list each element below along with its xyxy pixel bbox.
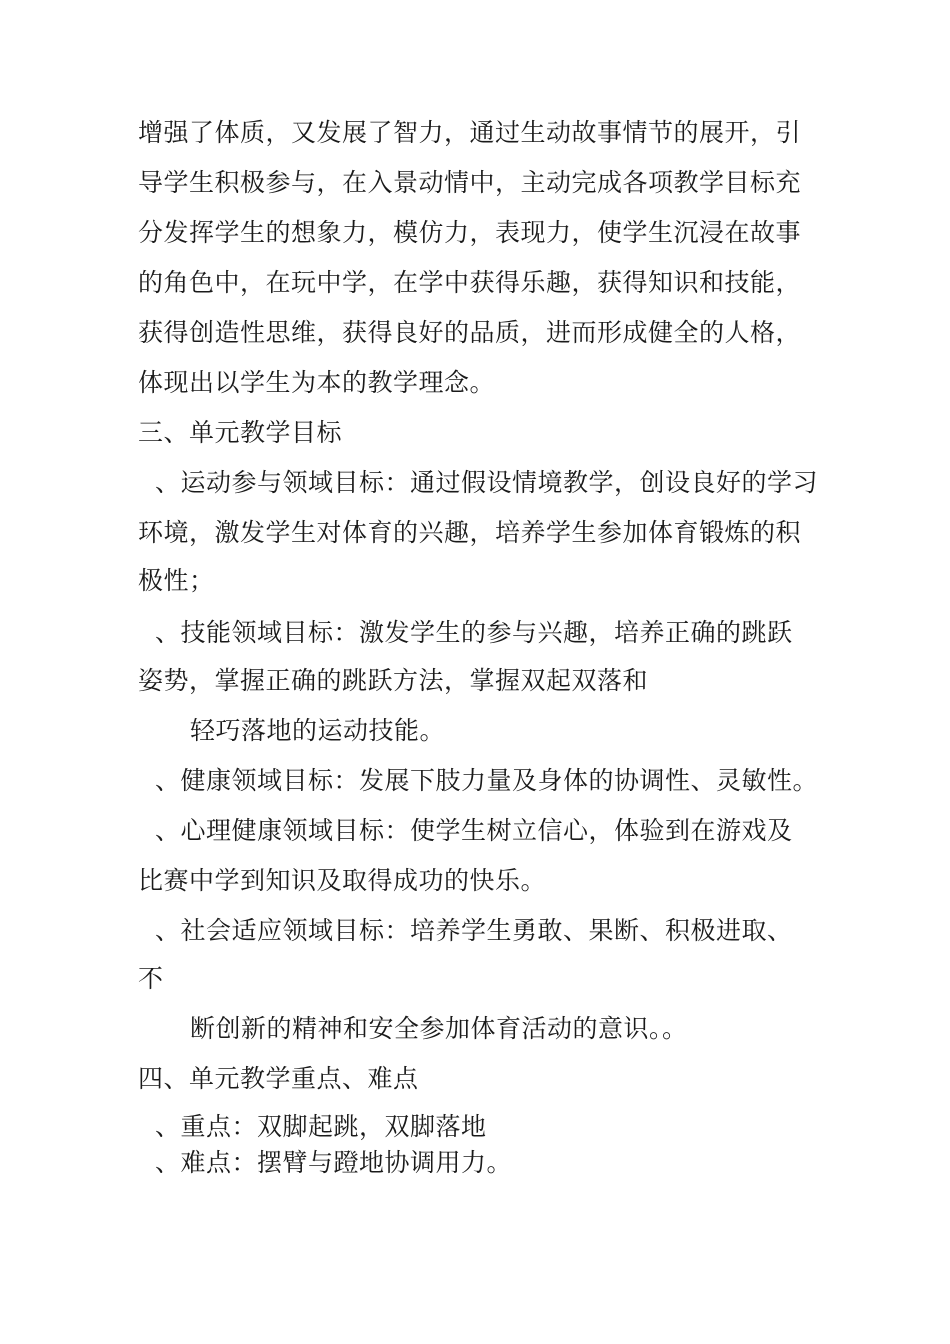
text-line: 比赛中学到知识及取得成功的快乐。 (138, 866, 547, 895)
objective-health: 、健康领域目标：发展下肢力量及身体的协调性、灵敏性。 (155, 766, 819, 795)
objective-skill: 、技能领域目标：激发学生的参与兴趣，培养正确的跳跃 (155, 618, 793, 647)
text-line: 的角色中，在玩中学，在学中获得乐趣，获得知识和技能， (138, 268, 802, 297)
objective-participation: 、运动参与领域目标：通过假设情境教学，创设良好的学习 (155, 468, 819, 497)
text-line: 分发挥学生的想象力，模仿力，表现力，使学生沉浸在故事 (138, 218, 802, 247)
difficult-point: 、难点：摆臂与蹬地协调用力。 (155, 1148, 513, 1177)
text-line: 断创新的精神和安全参加体育活动的意识。。 (190, 1014, 688, 1043)
text-line: 体现出以学生为本的教学理念。 (138, 368, 496, 397)
text-line: 导学生积极参与，在入景动情中，主动完成各项教学目标充 (138, 168, 802, 197)
text-line: 环境，激发学生对体育的兴趣，培养学生参加体育锻炼的积 (138, 518, 802, 547)
section-heading-3: 三、单元教学目标 (138, 418, 343, 447)
text-line: 不 (138, 964, 164, 993)
text-line: 轻巧落地的运动技能。 (190, 716, 446, 745)
key-point: 、重点：双脚起跳，双脚落地 (155, 1112, 487, 1141)
text-line: 获得创造性思维，获得良好的品质，进而形成健全的人格， (138, 318, 802, 347)
text-line: 姿势，掌握正确的跳跃方法，掌握双起双落和 (138, 666, 649, 695)
text-line: 极性； (138, 566, 215, 595)
text-line: 增强了体质，又发展了智力，通过生动故事情节的展开，引 (138, 118, 802, 147)
objective-social: 、社会适应领域目标：培养学生勇敢、果断、积极进取、 (155, 916, 793, 945)
objective-mental-health: 、心理健康领域目标：使学生树立信心，体验到在游戏及 (155, 816, 793, 845)
section-heading-4: 四、单元教学重点、难点 (138, 1064, 419, 1093)
